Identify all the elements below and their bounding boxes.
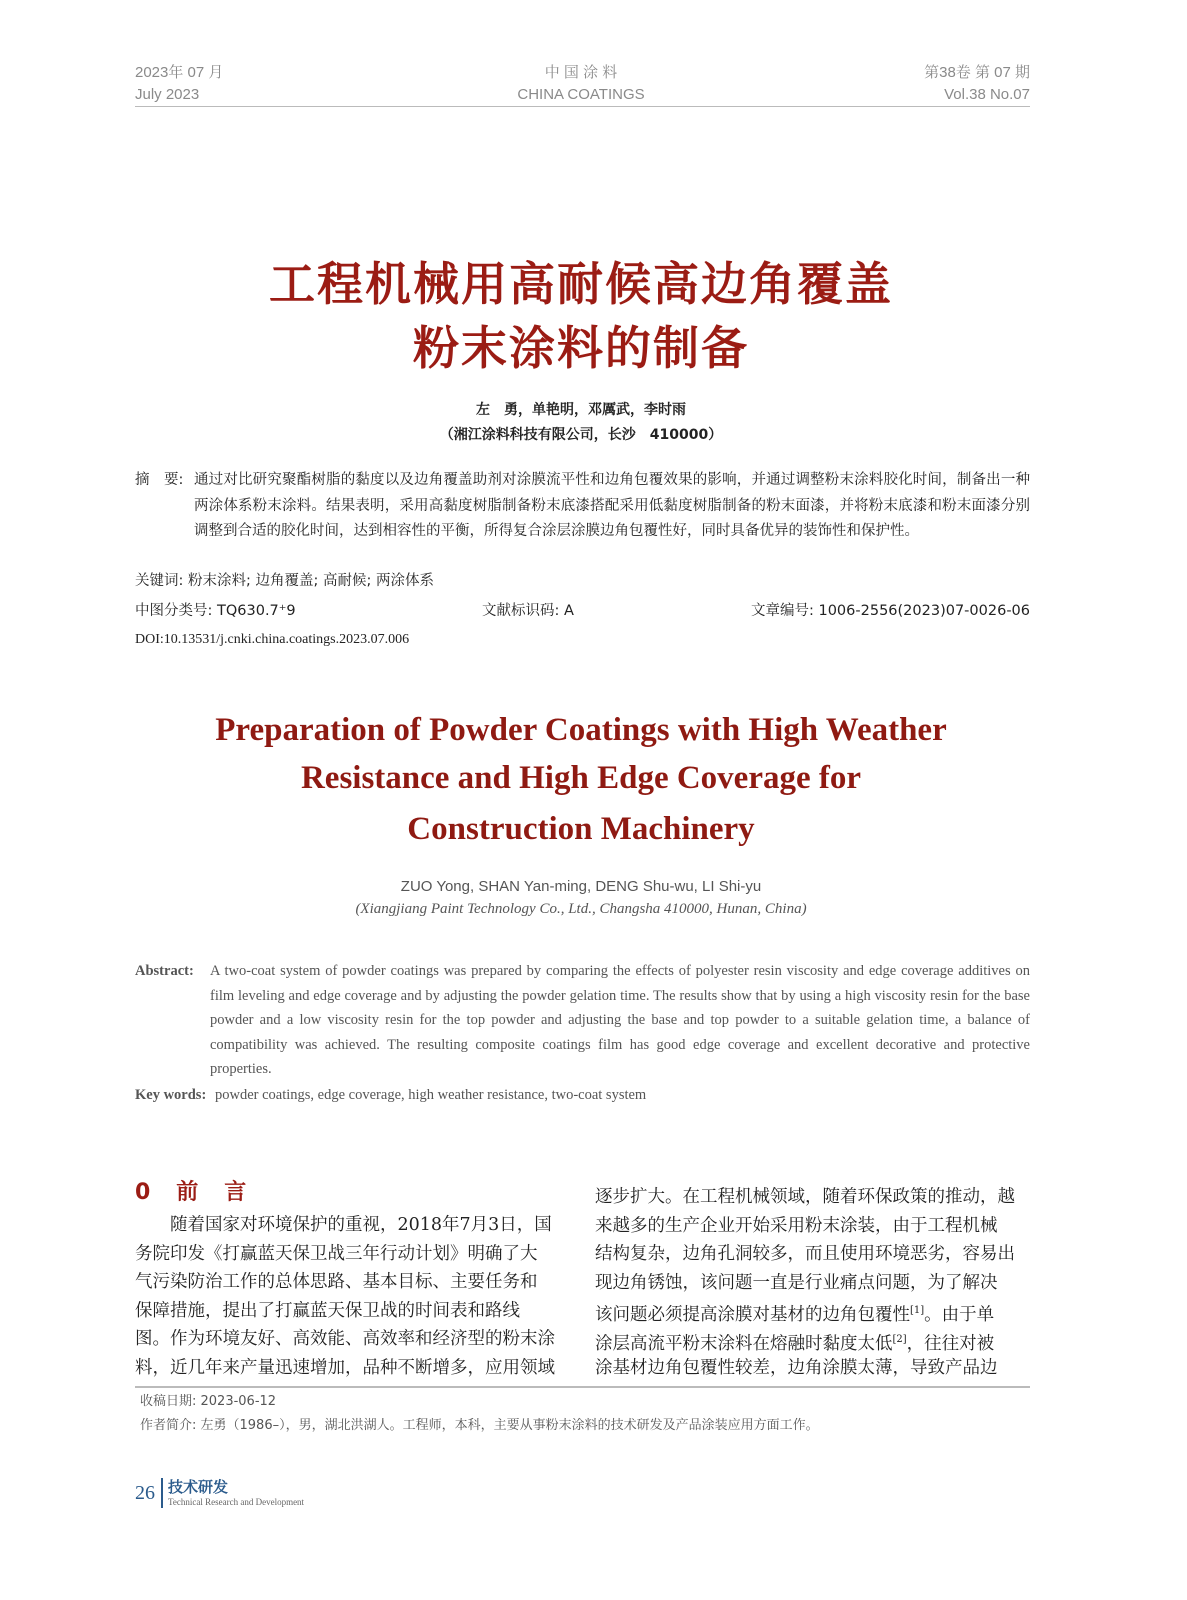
body-line: 料，近几年来产量迅速增加，品种不断增多，应用领域	[135, 1357, 555, 1378]
title-en-line: Construction Machinery	[407, 811, 755, 847]
affiliation-en: (Xiangjiang Paint Technology Co., Ltd., Changsha 410000, Hunan, China)	[355, 901, 807, 917]
body-line: 随着国家对环境保护的重视，2018年7月3日，国	[135, 1215, 552, 1235]
body-line: 务院印发《打赢蓝天保卫战三年行动计划》明确了大	[135, 1243, 538, 1264]
document-code: 文献标识码: A	[482, 603, 574, 619]
authors-cn: 左 勇，单艳明，邓厲武，李时雨	[476, 402, 686, 418]
abstract-en	[135, 959, 1030, 1082]
title-en	[0, 706, 1162, 853]
classification-number: 中图分类号: TQ630.7⁺9	[135, 603, 296, 619]
header-journal-cn: 中 国 涂 料	[544, 64, 618, 81]
footer-divider	[161, 1478, 163, 1508]
abstract-cn	[135, 468, 1030, 545]
body-column-left	[135, 1211, 555, 1382]
body-line: 涂层高流平粉末涂料在熔融时黏度太低[2]，往往对被	[595, 1333, 995, 1354]
affiliation-cn: （湘江涂料科技有限公司，长沙 410000）	[439, 427, 723, 443]
section-heading: 0 前 言	[135, 1180, 249, 1205]
header-issue-cn: 第38卷 第 07 期	[924, 64, 1030, 81]
received-date: 收稿日期: 2023-06-12	[140, 1394, 277, 1409]
body-line: 涂基材边角包覆性较差，边角涂膜太薄，导致产品边	[595, 1358, 998, 1378]
body-line: 逐步扩大。在工程机械领域，随着环保政策的推动，越	[595, 1187, 1015, 1207]
abstract-cn-label: 摘 要:	[135, 472, 184, 488]
body-line: 保障措施，提出了打赢蓝天保卫战的时间表和路线	[135, 1300, 520, 1321]
abstract-en-label: Abstract:	[135, 963, 194, 979]
authors-en: ZUO Yong, SHAN Yan-ming, DENG Shu-wu, LI Shi-yu	[400, 878, 762, 895]
keywords-en	[135, 1083, 1030, 1108]
footnote-divider	[135, 1386, 1030, 1388]
abstract-en-text: A two-coat system of powder coatings was prepared by comparing the effects of polyester resin viscosity and edge coverage additives on film leveling and edge coverage and by adjusting the powder gelation time. The results show that by using a high viscosity resin for the base powder and a low viscosity resin for the top powder and adjusting the base and top powder to a suitable gelation time, a balance of compatibility was achieved. The resulting composite coatings film has good edge coverage and excellent decorative and protective properties.	[210, 963, 1030, 1077]
body-line: 现边角锈蚀，该问题一直是行业痛点问题，为了解决	[595, 1272, 998, 1293]
header-issue-en: Vol.38 No.07	[944, 86, 1030, 103]
header-divider	[135, 106, 1030, 107]
body-line: 图。作为环境友好、高效能、高效率和经济型的粉末涂	[135, 1329, 555, 1349]
footer-section-en: Technical Research and Development	[168, 1497, 305, 1507]
title-cn	[0, 252, 1162, 380]
title-en-line: Resistance and High Edge Coverage for	[300, 760, 862, 796]
footer-section-cn: 技术研发	[168, 1478, 229, 1496]
body-line: 来越多的生产企业开始采用粉末涂装，由于工程机械	[595, 1215, 998, 1236]
page-number: 26	[135, 1482, 155, 1504]
keywords-en-label: Key words:	[135, 1087, 207, 1103]
title-cn-line: 工程机械用高耐候高边角覆盖	[269, 257, 893, 311]
author-bio: 作者简介: 左勇（1986–），男，湖北洪湖人。工程师，本科，主要从事粉末涂料的技术研发及产品涂装应用方面工作。	[140, 1418, 819, 1433]
header-journal-en: CHINA COATINGS	[517, 86, 645, 103]
title-cn-line: 粉末涂料的制备	[413, 321, 749, 375]
body-line: 气污染防治工作的总体思路、基本目标、主要任务和	[135, 1272, 538, 1292]
header-date-en: July 2023	[135, 86, 200, 103]
body-line: 该问题必须提高涂膜对基材的边角包覆性[1]。由于单	[595, 1304, 995, 1325]
abstract-cn-text: 通过对比研究聚酯树脂的黏度以及边角覆盖助剂对涂膜流平性和边角包覆效果的影响，并通过调整粉末涂料胶化时间，制备出一种两涂体系粉末涂料。结果表明，采用高黏度树脂制备粉末底漆搭配采用低黏度树脂制备的粉末面漆，并将粉末底漆和粉末面漆分别调整到合适的胶化时间，达到相容性的平衡，所得复合涂层涂膜边角包覆性好，同时具备优异的装饰性和保护性。	[194, 472, 1030, 539]
body-line: 结构复杂，边角孔洞较多，而且使用环境恶劣，容易出	[595, 1244, 1015, 1264]
article-number: 文章编号: 1006-2556(2023)07-0026-06	[750, 603, 1030, 619]
keywords-en-text: powder coatings, edge coverage, high weather resistance, two-coat system	[215, 1087, 647, 1103]
header-issue	[924, 62, 1030, 106]
body-column-right	[595, 1183, 1015, 1383]
doi[interactable]: DOI:10.13531/j.cnki.china.coatings.2023.07.006	[135, 632, 410, 647]
header-date-cn: 2023年 07 月	[135, 64, 224, 81]
keywords-cn: 关键词: 粉末涂料; 边角覆盖; 高耐候; 两涂体系	[135, 573, 434, 589]
title-en-line: Preparation of Powder Coatings with High Weather	[215, 712, 947, 748]
